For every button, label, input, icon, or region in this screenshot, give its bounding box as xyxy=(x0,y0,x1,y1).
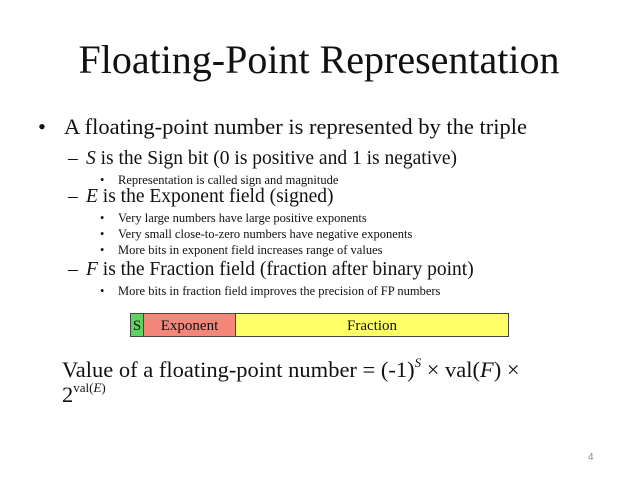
formula-times: × val( xyxy=(421,357,481,382)
sub-note-text: More bits in fraction field improves the precision of FP numbers xyxy=(118,284,441,298)
bullet-dot: • xyxy=(100,173,105,187)
sub-note xyxy=(100,210,367,226)
dash: – xyxy=(68,186,78,207)
formula-exp-close: ) xyxy=(101,380,106,395)
bullet-dot: • xyxy=(100,227,105,241)
sub-note xyxy=(100,242,383,258)
field-item-exponent xyxy=(68,184,334,210)
field-item-fraction xyxy=(68,257,474,283)
page-number: 4 xyxy=(588,452,594,463)
dash: – xyxy=(68,148,78,169)
bullet-dot: • xyxy=(100,211,105,225)
sub-note-text: More bits in exponent field increases range of values xyxy=(118,243,383,257)
value-formula-cont xyxy=(62,381,106,409)
field-desc: is the Sign bit (0 is positive and 1 is negative) xyxy=(95,148,458,169)
main-bullet xyxy=(38,112,527,142)
formula-f: F xyxy=(480,357,494,382)
bullet-dot: • xyxy=(100,284,105,298)
formula-exp-val: val( xyxy=(73,380,94,395)
bullet-dot: • xyxy=(100,243,105,257)
formula-base: 2 xyxy=(62,382,74,407)
fraction-field: Fraction xyxy=(235,313,509,337)
bullet-dot: • xyxy=(38,114,46,139)
field-desc: is the Exponent field (signed) xyxy=(97,186,334,207)
sub-note-text: Very large numbers have large positive exponents xyxy=(118,211,367,225)
formula-times2: ) × xyxy=(493,357,520,382)
field-item-sign xyxy=(68,146,457,172)
dash: – xyxy=(68,259,78,280)
fp-field-diagram xyxy=(130,313,509,337)
slide-title: Floating-Point Representation xyxy=(78,37,560,82)
sub-note-text: Representation is called sign and magnitude xyxy=(118,173,339,187)
formula-sign-exp: S xyxy=(414,355,422,370)
value-formula xyxy=(62,356,520,384)
exponent-field: Exponent xyxy=(143,313,235,337)
field-var: F xyxy=(86,259,98,280)
main-bullet-text: A floating-point number is represented by the triple xyxy=(64,114,528,139)
field-var: S xyxy=(86,148,96,169)
sub-note-text: Very small close-to-zero numbers have negative exponents xyxy=(118,227,413,241)
sub-note xyxy=(100,226,412,242)
formula-exp-e: E xyxy=(93,380,102,395)
field-var: E xyxy=(86,186,98,207)
field-desc: is the Fraction field (fraction after binary point) xyxy=(97,259,474,280)
sign-field: S xyxy=(130,313,143,337)
formula-prefix: Value of a floating-point number = (-1) xyxy=(62,357,415,382)
sub-note xyxy=(100,283,440,299)
